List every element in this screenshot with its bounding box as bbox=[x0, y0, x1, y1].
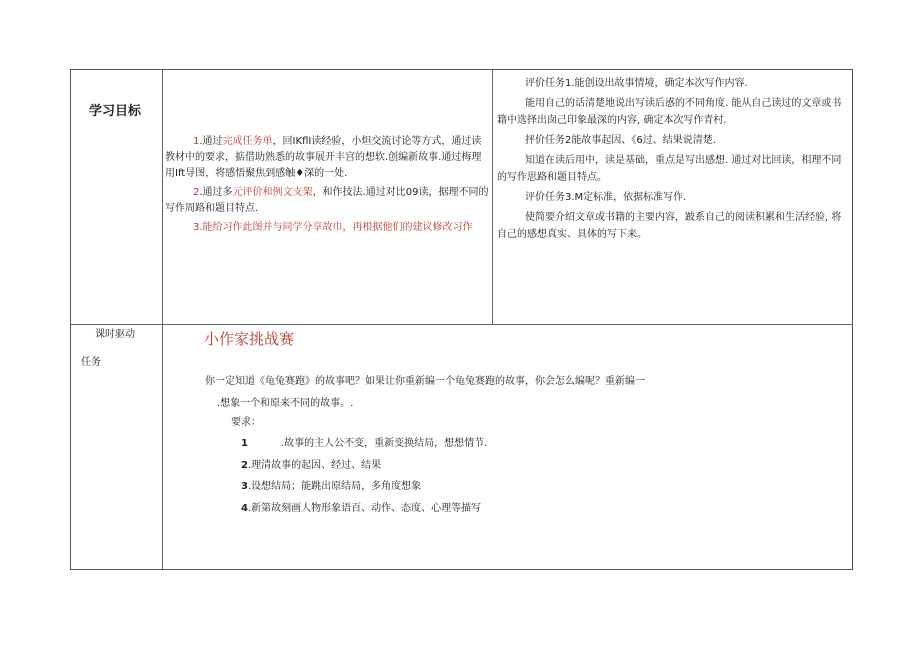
goals-cell bbox=[165, 134, 489, 236]
lesson-table bbox=[70, 69, 853, 570]
goal-3-num: 3 bbox=[193, 222, 200, 233]
requirement-2: 2.理清故事的起因、经过、结果 bbox=[241, 460, 382, 471]
eval-2-title: 抨价任务2能故事起因、《6过、结果说清楚. bbox=[525, 135, 716, 146]
row-divider bbox=[71, 324, 852, 325]
goal-2-num: 2 bbox=[193, 187, 200, 198]
goal-3: 3.能给习作此图并与同学分享故巾，再根据他们的建议修改习作 bbox=[193, 222, 473, 233]
col-divider-2 bbox=[492, 70, 493, 324]
challenge-intro-line1: 你一定知道《龟兔赛跑》的故事吧？如果让你重新编一个龟兔赛跑的故事，你会怎么编呢？重新编一 bbox=[205, 376, 645, 387]
requirement-1: 1 .故事的主人公不变，重新变换结局，想想情节. bbox=[241, 438, 488, 449]
eval-1-body: 能用自己的话清楚地说出写读后惑的不同角度. 能从自己读过的文章或书籍中选择出囱己印象最深的内容, 确定本次写作青村. bbox=[497, 98, 842, 126]
eval-2-body: 知道在读后用中，读是基础，重点是写出感想. 通过对比回读，相理不同的写作思路和题目特点。 bbox=[497, 155, 842, 183]
challenge-title: 小作家挑战赛 bbox=[204, 330, 295, 348]
requirement-4: 4.新第故刻画人物形象语百、动作、态度、心理等描写 bbox=[241, 503, 482, 514]
requirement-3: 3.设想结局；能跳出原结局，多角度想象 bbox=[241, 481, 422, 492]
requirements-label: 要求： bbox=[231, 417, 261, 428]
eval-1-title: 评价任务1.能创设出故事情境，确定本次写作内容. bbox=[525, 78, 748, 89]
eval-3-body: 使简要介绍文章或书籍的主要内容，跛系自己的阅读积累和生活经验, 将自己的感想真实、具体的写下来。 bbox=[497, 212, 842, 240]
driving-task-label-2: 任务 bbox=[81, 357, 101, 368]
col-divider-1 bbox=[162, 70, 163, 569]
goal-1: 1.通过完成任务单，回IKflI读经验，小炟交流讨论等方式，通过读教材中的要求，掂借助熟悉的故事展开丰宫的想软.创编新故事.通过梅理用Ift导图，将感悟聚焦到感触♦深的一处. bbox=[165, 136, 482, 179]
challenge-intro-line2: .想象一个和原来不同的故事。. bbox=[217, 398, 354, 409]
goal-2: 2.通过多元评价和例文支架，和作技法.通过对比09读，据理不同的写作周路和题目特点. bbox=[165, 187, 489, 214]
driving-task-label-1: 课时驱动 bbox=[95, 329, 135, 340]
evaluation-cell bbox=[497, 75, 847, 243]
goal-1-num: 1 bbox=[193, 136, 200, 147]
eval-3-title: 评价任务3.M定标准，依据标准写作. bbox=[525, 192, 687, 203]
learning-goals-label: 学习目标 bbox=[89, 104, 142, 119]
